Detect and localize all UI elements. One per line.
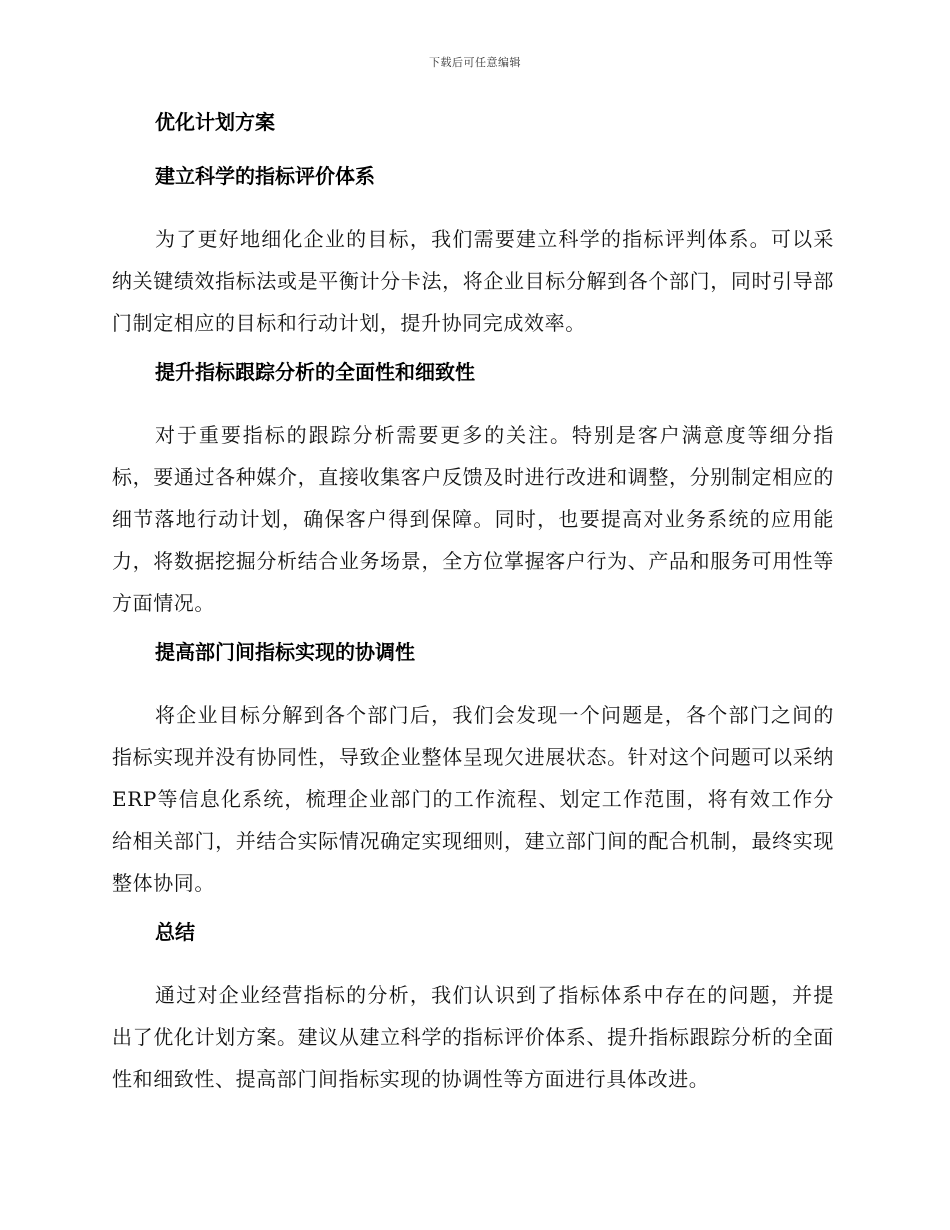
section-heading: 建立科学的指标评价体系 <box>155 164 375 188</box>
section-department-coordination <box>112 638 834 904</box>
section-heading: 总结 <box>155 920 195 944</box>
section-heading: 提升指标跟踪分析的全面性和细致性 <box>155 360 475 384</box>
section-paragraph: 通过对企业经营指标的分析，我们认识到了指标体系中存在的问题，并提出了优化计划方案。建议从建立科学的指标评价体系、提升指标跟踪分析的全面性和细致性、提高部门间指标实现的协调性等方面进行具体改进。 <box>112 983 834 1091</box>
section-paragraph: 为了更好地细化企业的目标，我们需要建立科学的指标评判体系。可以采纳关键绩效指标法或是平衡计分卡法，将企业目标分解到各个部门，同时引导部门制定相应的目标和行动计划，提升协同完成效率。 <box>112 227 834 335</box>
section-summary <box>112 918 834 1100</box>
document-body <box>112 108 834 1114</box>
section-paragraph: 对于重要指标的跟踪分析需要更多的关注。特别是客户满意度等细分指标，要通过各种媒介，直接收集客户反馈及时进行改进和调整，分别制定相应的细节落地行动计划，确保客户得到保障。同时，也要提高对业务系统的应用能力，将数据挖掘分析结合业务场景，全方位掌握客户行为、产品和服务可用性等方面情况。 <box>112 423 834 615</box>
section-indicator-system <box>112 162 834 344</box>
document-title: 优化计划方案 <box>155 110 275 134</box>
section-tracking-analysis <box>112 358 834 624</box>
section-paragraph: 将企业目标分解到各个部门后，我们会发现一个问题是，各个部门之间的指标实现并没有协同性，导致企业整体呈现欠进展状态。针对这个问题可以采纳ERP等信息化系统，梳理企业部门的工作流程、划定工作范围，将有效工作分给相关部门，并结合实际情况确定实现细则，建立部门间的配合机制，最终实现整体协同。 <box>112 703 834 895</box>
section-heading: 提高部门间指标实现的协调性 <box>155 640 415 664</box>
page-header-note: 下载后可任意编辑 <box>429 56 521 69</box>
